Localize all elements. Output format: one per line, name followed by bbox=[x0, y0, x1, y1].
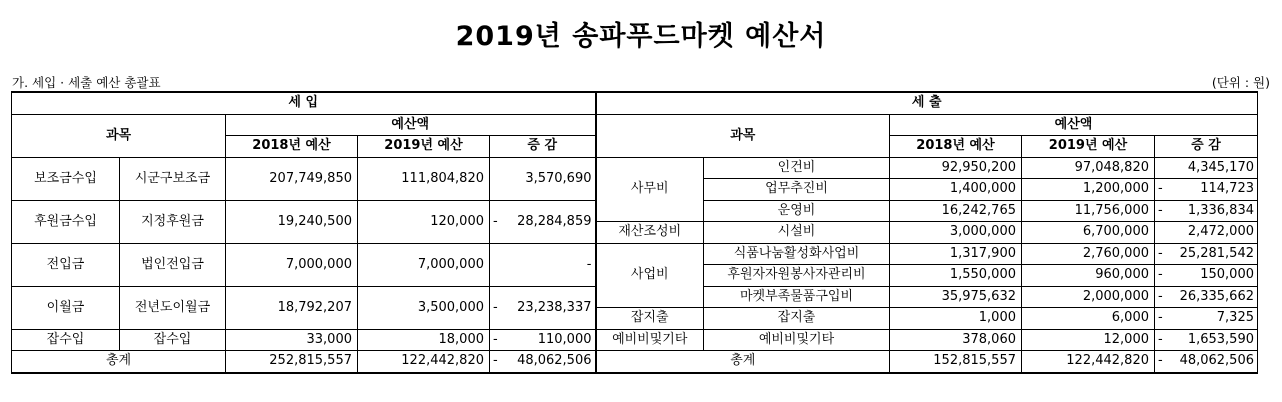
income-total-label: 총계 bbox=[12, 351, 226, 373]
income-change bbox=[490, 329, 596, 351]
income-category: 전입금 bbox=[12, 243, 120, 286]
expense-change-value: 1,653,590 bbox=[1187, 331, 1254, 347]
expense-change-value: 25,281,542 bbox=[1179, 245, 1254, 261]
income-2019-header: 2019년 예산 bbox=[358, 136, 490, 158]
expense-change-sign: - bbox=[1158, 288, 1163, 304]
expense-change-value: 1,336,834 bbox=[1187, 202, 1254, 218]
expense-total-2018: 152,815,557 bbox=[890, 351, 1022, 373]
expense-2019: 6,000 bbox=[1022, 308, 1155, 330]
income-2018: 33,000 bbox=[226, 329, 358, 351]
expense-2018: 1,550,000 bbox=[890, 265, 1022, 287]
expense-2018: 16,242,765 bbox=[890, 200, 1022, 222]
expense-item: 예비비및기타 bbox=[704, 329, 890, 351]
table-row bbox=[12, 329, 1258, 351]
expense-2019: 2,760,000 bbox=[1022, 243, 1155, 265]
income-category: 이월금 bbox=[12, 286, 120, 329]
expense-total-change-value: 48,062,506 bbox=[1179, 353, 1254, 369]
section-subtitle: 가. 세입 · 세출 예산 총괄표 bbox=[12, 75, 161, 90]
expense-change-value: 7,325 bbox=[1216, 310, 1254, 326]
income-change bbox=[490, 243, 596, 286]
expense-2019: 12,000 bbox=[1022, 329, 1155, 351]
income-item: 전년도이월금 bbox=[120, 286, 226, 329]
income-change bbox=[490, 157, 596, 200]
expense-2019: 97,048,820 bbox=[1022, 157, 1155, 179]
income-change-value: 3,570,690 bbox=[525, 170, 592, 186]
income-total-change bbox=[490, 351, 596, 373]
expense-budget-header: 예산액 bbox=[890, 114, 1258, 136]
expense-change-sign: - bbox=[1158, 245, 1163, 261]
income-total-change-value: 48,062,506 bbox=[517, 353, 592, 369]
income-category: 잡수입 bbox=[12, 329, 120, 351]
expense-change-header: 증 감 bbox=[1155, 136, 1258, 158]
expense-subject-header: 과목 bbox=[596, 114, 890, 157]
budget-summary-table bbox=[11, 91, 1258, 374]
expense-2019: 960,000 bbox=[1022, 265, 1155, 287]
income-subject-header: 과목 bbox=[12, 114, 226, 157]
expense-item: 인건비 bbox=[704, 157, 890, 179]
income-category: 보조금수입 bbox=[12, 157, 120, 200]
unit-label: (단위 : 원) bbox=[1211, 75, 1270, 90]
expense-2018: 92,950,200 bbox=[890, 157, 1022, 179]
income-change-sign: - bbox=[493, 331, 498, 347]
expense-item: 업무추진비 bbox=[704, 179, 890, 201]
income-2018: 19,240,500 bbox=[226, 200, 358, 243]
expense-2018: 1,317,900 bbox=[890, 243, 1022, 265]
expense-total-change-sign: - bbox=[1158, 353, 1163, 369]
expense-change-sign: - bbox=[1158, 181, 1163, 197]
expense-change bbox=[1155, 222, 1258, 244]
expense-2018: 378,060 bbox=[890, 329, 1022, 351]
expense-item: 운영비 bbox=[704, 200, 890, 222]
expense-change bbox=[1155, 179, 1258, 201]
expense-change-sign: - bbox=[1158, 202, 1163, 218]
expense-change-value: 114,723 bbox=[1200, 181, 1254, 197]
expense-change bbox=[1155, 329, 1258, 351]
expense-change bbox=[1155, 308, 1258, 330]
expense-change bbox=[1155, 286, 1258, 308]
expense-category: 사업비 bbox=[596, 243, 704, 308]
expense-change-value: 150,000 bbox=[1200, 267, 1254, 283]
expense-total-change bbox=[1155, 351, 1258, 373]
income-change-value: 110,000 bbox=[537, 331, 592, 347]
page-title: 2019년 송파푸드마켓 예산서 bbox=[455, 21, 827, 52]
income-2019: 120,000 bbox=[358, 200, 490, 243]
income-change-value: 28,284,859 bbox=[517, 213, 592, 229]
income-change bbox=[490, 286, 596, 329]
income-category: 후원금수입 bbox=[12, 200, 120, 243]
income-2018: 18,792,207 bbox=[226, 286, 358, 329]
income-change-sign: - bbox=[493, 213, 498, 229]
expense-change-value: 4,345,170 bbox=[1187, 159, 1254, 175]
expense-change-sign: - bbox=[1158, 310, 1163, 326]
income-change-header: 증 감 bbox=[490, 136, 596, 158]
expense-header: 세 출 bbox=[596, 92, 1258, 114]
expense-change bbox=[1155, 265, 1258, 287]
expense-2019-header: 2019년 예산 bbox=[1022, 136, 1155, 158]
income-2019: 3,500,000 bbox=[358, 286, 490, 329]
income-2018: 7,000,000 bbox=[226, 243, 358, 286]
expense-item: 잡지출 bbox=[704, 308, 890, 330]
income-item: 지정후원금 bbox=[120, 200, 226, 243]
expense-total-label: 총계 bbox=[596, 351, 890, 373]
expense-2019: 11,756,000 bbox=[1022, 200, 1155, 222]
expense-category: 예비비및기타 bbox=[596, 329, 704, 351]
income-total-2019: 122,442,820 bbox=[358, 351, 490, 373]
expense-2018: 3,000,000 bbox=[890, 222, 1022, 244]
table-row bbox=[12, 157, 1258, 179]
expense-2019: 1,200,000 bbox=[1022, 179, 1155, 201]
expense-item: 마켓부족물품구입비 bbox=[704, 286, 890, 308]
expense-category: 사무비 bbox=[596, 157, 704, 222]
income-change-value: - bbox=[586, 256, 592, 272]
income-change-sign: - bbox=[493, 299, 498, 315]
expense-2018-header: 2018년 예산 bbox=[890, 136, 1022, 158]
income-2019: 111,804,820 bbox=[358, 157, 490, 200]
expense-category: 재산조성비 bbox=[596, 222, 704, 244]
expense-total-2019: 122,442,820 bbox=[1022, 351, 1155, 373]
expense-change-value: 2,472,000 bbox=[1187, 224, 1254, 240]
income-total-change-sign: - bbox=[493, 353, 498, 369]
income-item: 시군구보조금 bbox=[120, 157, 226, 200]
expense-change-sign: - bbox=[1158, 331, 1163, 347]
income-change bbox=[490, 200, 596, 243]
table-row bbox=[12, 243, 1258, 265]
income-item: 잡수입 bbox=[120, 329, 226, 351]
expense-change-value: 26,335,662 bbox=[1179, 288, 1254, 304]
expense-change-sign: - bbox=[1158, 267, 1163, 283]
income-item: 법인전입금 bbox=[120, 243, 226, 286]
income-budget-header: 예산액 bbox=[226, 114, 596, 136]
income-2019: 18,000 bbox=[358, 329, 490, 351]
expense-change bbox=[1155, 243, 1258, 265]
expense-item: 후원자자원봉사자관리비 bbox=[704, 265, 890, 287]
expense-2019: 6,700,000 bbox=[1022, 222, 1155, 244]
income-2018-header: 2018년 예산 bbox=[226, 136, 358, 158]
expense-2018: 1,000 bbox=[890, 308, 1022, 330]
expense-2019: 2,000,000 bbox=[1022, 286, 1155, 308]
expense-change bbox=[1155, 157, 1258, 179]
expense-2018: 1,400,000 bbox=[890, 179, 1022, 201]
income-2019: 7,000,000 bbox=[358, 243, 490, 286]
income-2018: 207,749,850 bbox=[226, 157, 358, 200]
expense-item: 시설비 bbox=[704, 222, 890, 244]
expense-change bbox=[1155, 200, 1258, 222]
income-change-value: 23,238,337 bbox=[517, 299, 592, 315]
expense-category: 잡지출 bbox=[596, 308, 704, 330]
total-row bbox=[12, 351, 1258, 373]
income-total-2018: 252,815,557 bbox=[226, 351, 358, 373]
expense-2018: 35,975,632 bbox=[890, 286, 1022, 308]
income-header: 세 입 bbox=[12, 92, 596, 114]
expense-item: 식품나눔활성화사업비 bbox=[704, 243, 890, 265]
